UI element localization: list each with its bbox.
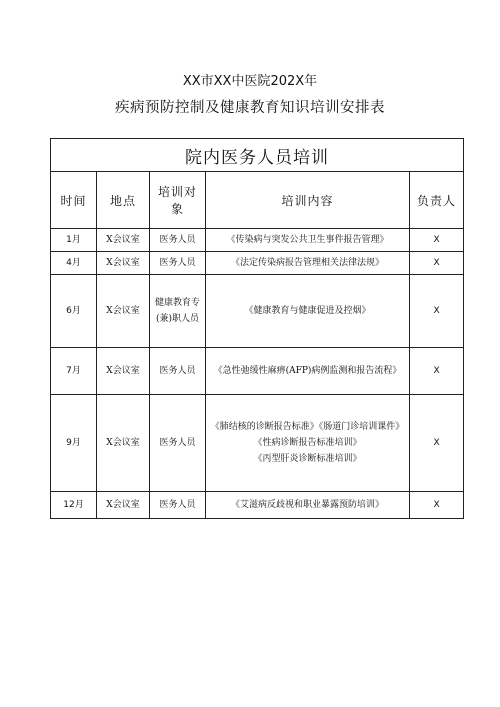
- table-row: [51, 252, 464, 275]
- column-header-audience: 培训对象: [150, 172, 206, 229]
- cell-time: 4月: [51, 252, 97, 275]
- content-line: 《艾滋病反歧视和职业暴露预防培训》: [230, 500, 384, 510]
- content-line: 《急性弛缓性麻痹(AFP)病例监测和报告流程》: [213, 366, 402, 376]
- cell-location: X会议室: [97, 348, 150, 395]
- cell-time: 12月: [51, 492, 97, 519]
- column-header-content: 培训内容: [206, 172, 410, 229]
- cell-audience: 医务人员: [150, 229, 206, 252]
- cell-location: X会议室: [97, 395, 150, 492]
- cell-audience: 医务人员: [150, 252, 206, 275]
- content-line: 《肺结核的诊断报告标准》《肠道门诊培训课件》: [210, 422, 405, 432]
- document-title-line-2: 疾病预防控制及健康教育知识培训安排表: [115, 100, 385, 116]
- table-row: [51, 348, 464, 395]
- cell-owner: X: [410, 492, 464, 519]
- training-schedule-table: [50, 138, 464, 519]
- cell-content: [206, 348, 410, 395]
- cell-time: 9月: [51, 395, 97, 492]
- cell-owner: X: [410, 275, 464, 348]
- cell-owner: X: [410, 252, 464, 275]
- column-header-location: 地点: [97, 172, 150, 229]
- cell-audience: 医务人员: [150, 395, 206, 492]
- table-caption-row: [51, 139, 464, 172]
- cell-owner: X: [410, 348, 464, 395]
- table-header-row: [51, 172, 464, 229]
- cell-audience: 医务人员: [150, 348, 206, 395]
- cell-content: [206, 252, 410, 275]
- cell-content: [206, 395, 410, 492]
- cell-location: X会议室: [97, 229, 150, 252]
- cell-owner: X: [410, 395, 464, 492]
- cell-time: 7月: [51, 348, 97, 395]
- cell-location: X会议室: [97, 492, 150, 519]
- cell-location: X会议室: [97, 275, 150, 348]
- content-line: 《法定传染病报告管理相关法律法规》: [230, 258, 384, 268]
- cell-content: [206, 492, 410, 519]
- cell-content: [206, 229, 410, 252]
- cell-location: X会议室: [97, 252, 150, 275]
- table-row: [51, 275, 464, 348]
- cell-time: 6月: [51, 275, 97, 348]
- cell-audience: 健康教育专(兼)职人员: [150, 275, 206, 348]
- document-title-line-1: XX市XX中医院202X年: [182, 74, 318, 89]
- table-row: [51, 492, 464, 519]
- content-line: 《丙型肝炎诊断标准培训》: [253, 454, 362, 464]
- content-line: 《健康教育与健康促进及控烟》: [244, 306, 371, 316]
- column-header-time: 时间: [51, 172, 97, 229]
- content-line: 《传染病与突发公共卫生事件报告管理》: [226, 235, 389, 245]
- column-header-owner: 负责人: [410, 172, 464, 229]
- cell-content: [206, 275, 410, 348]
- cell-time: 1月: [51, 229, 97, 252]
- table-caption: 院内医务人员培训: [51, 139, 464, 172]
- content-line: 《性病诊断报告标准培训》: [253, 438, 362, 448]
- table-row: [51, 229, 464, 252]
- cell-owner: X: [410, 229, 464, 252]
- cell-audience: 医务人员: [150, 492, 206, 519]
- table-row: [51, 395, 464, 492]
